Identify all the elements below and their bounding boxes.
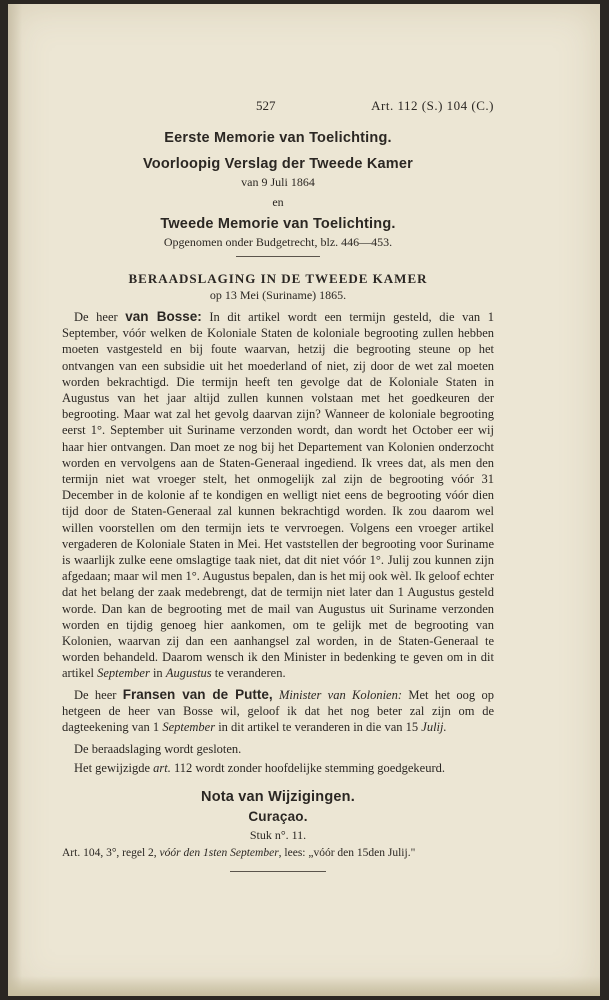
nota-title: Nota van Wijzigingen. [201,789,355,806]
debate-date: op 13 Mei (Suriname) 1865. [209,288,347,302]
heading-tweede-memorie: Tweede Memorie van Toelichting. [160,216,396,232]
closing-text: Het gewijzigde [74,761,154,776]
amendment-text: , lees: „vóór den 15den Julij." [278,847,416,860]
page-number: 527 [256,98,276,113]
speaker-name: van Bosse: [125,309,202,324]
article-reference: Art. 112 (S.) 104 (C.) [371,98,494,113]
speaker-role: Minister van Kolonien: [272,687,403,702]
book-page [8,4,600,996]
speech-van-bosse [62,309,494,682]
speech-fransen-van-de-putte [62,687,494,736]
speech-italic: September [97,666,150,681]
stuk-number: Stuk n°. 11. [249,828,307,843]
speech-italic: Augustus [165,666,212,681]
speaker-name: Fransen van de Putte, [122,686,273,702]
speech-italic: September [162,720,216,735]
speech-prefix: De heer [74,687,123,702]
closing-approval [62,760,494,777]
closing-text: 112 wordt zonder hoofdelijke stemming goedgekeurd. [170,761,445,776]
running-header [62,98,494,118]
page-bottom-edge [8,976,600,996]
amendment-line [62,845,494,861]
speech-italic: Julij. [421,720,447,735]
heading-eerste-memorie: Eerste Memorie van Toelichting. [164,130,392,146]
speech-text: in [149,666,166,681]
heading-voorloopig-verslag: Voorloopig Verslag der Tweede Kamer [143,156,413,172]
speech-prefix: De heer [74,310,126,324]
section-divider [236,256,320,257]
speech-text: in dit artikel te veranderen in die van 15 [215,720,422,735]
speech-text: In dit artikel wordt een termijn gesteld, die van 1 September, vóór welken de Koloniale Staten de koloniale begrooting zullen hebben moeten vastgesteld en bij foute waarvan, hetzij die begrooting steune op het ontvangen van een subsidie uit het moederland of niet, zij door de wet zal moeten worden bekrachtigd. Die termijn heeft ten gevolge dat de Koloniale Staten in Augustus van het jaar altijd zullen kunnen volstaan met het goedkeuren der begrooting. Maar wat zal het gevolg daarvan zijn? Wanneer de koloniale begrooting eerst 1°. September uit Suriname verzonden wordt, dan wordt het October eer wij haar hier ontvangen. Dan moet ze nog bij het Departement van Kolonien onderzocht worden en vervolgens aan de Staten-Generaal ingediend. Ik vrees dat, als men den termijn niet wat vroeger stelt, het onmogelijk zal zijn de begrooting vóór 31 December in de kolonie af te kondigen en welligt niet eens de begrooting vóór dien tijd door de Staten-Generaal zal kunnen bekrachtigd worden. Ik zou daarom wel willen voorstellen om den termijn iets te vervroegen. Volgens een vroeger artikel vergaderen de Koloniale Staten in Mei. Het vaststellen der begrooting voor Suriname is waarlijk zulke eene omslagtige taak niet, dat dit niet vóór 1°. Julij zou kunnen zijn afgedaan; maar wil men 1°. Augustus bepalen, dan is het mij ook wèl. Ik geloof echter dat het belang der zaak medebrengt, dat de termijn niet later dan 1 Augustus gesteld worde. Dan kan de begrooting met de mail van Augustus uit Suriname verzonden worden en tijdig genoeg hier aankomen, om te gelijk met de begrooting van Kolonien, waarvan zij dan een aanhangsel zal worden, in de Staten-Generaal te worden behandeld. Daarom wensch ik den Minister in bedenking te geven om in dit artikel [62,310,494,681]
closing-art: art. [153,761,171,776]
speech-text: Met het oog op hetgeen de heer van Bosse wil, geloof ik dat het nog beter zal zijn om de dagteekening van 1 [62,687,494,735]
page-spine-shadow [8,4,22,996]
debate-title: BERAADSLAGING IN DE TWEEDE KAMER [128,271,428,286]
nota-subtitle: Curaçao. [248,809,308,825]
closing-debate: De beraadslaging wordt gesloten. [74,742,242,757]
speech-text: te veranderen. [211,666,286,681]
end-divider [230,871,326,872]
budget-note: Opgenomen onder Budgetrecht, blz. 446—453. [163,235,393,249]
verslag-date: van 9 Juli 1864 [241,175,315,189]
page-content [62,98,494,872]
amendment-text: Art. 104, 3°, regel 2, [62,847,160,860]
conjunction-en: en [272,195,284,209]
amendment-italic: vóór den 1sten September [159,847,279,860]
